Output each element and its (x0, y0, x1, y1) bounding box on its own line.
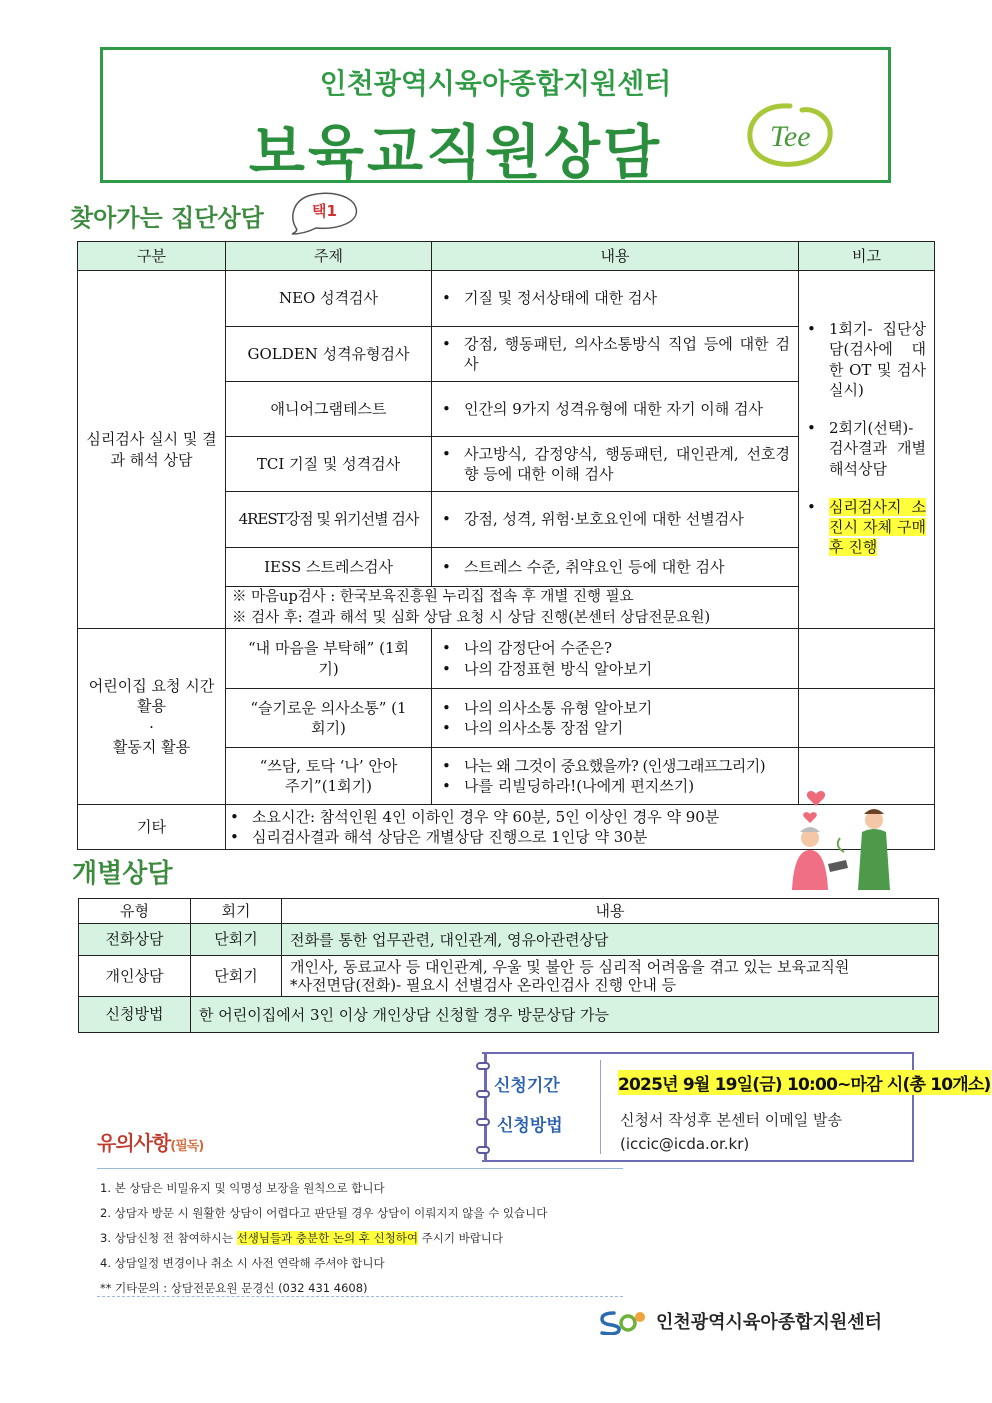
caution-divider (97, 1296, 623, 1297)
header-remark: 비고 (799, 242, 935, 271)
content-item: • 사고방식, 감정양식, 행동패턴, 대인관계, 선호경향 등에 대한 이해 검사 (442, 444, 790, 485)
center-logo-icon (598, 1307, 648, 1335)
content-item: • 나는 왜 그것이 중요했을까? (인생그래프그리기) (442, 756, 796, 776)
apply-label-cell: 신청방법 (79, 997, 191, 1033)
table-row (79, 924, 939, 956)
remark-cell (799, 271, 935, 629)
table-row (78, 629, 935, 689)
caution-divider (97, 1168, 623, 1169)
content-item: • 인간의 9가지 성격유형에 대한 자기 이해 검사 (442, 399, 790, 419)
apply-content-cell: 한 어린이집에서 3인 이상 개인상담 신청할 경우 방문상담 가능 (191, 997, 939, 1033)
topic-cell: “내 마음을 부탁해” (1회기) (226, 629, 432, 689)
apply-email: (iccic@icda.or.kr) (620, 1135, 750, 1153)
speech-bubble-icon (286, 188, 360, 236)
caution-item-highlight: 선생님들과 충분한 논의 후 신청하여 (236, 1231, 418, 1245)
header-box (100, 47, 891, 186)
topic-cell: IESS 스트레스검사 (226, 548, 432, 587)
apply-period-value: 2025년 9월 19일(금) 10:00~마감 시(총 10개소) (618, 1070, 991, 1095)
tee-logo-icon (744, 100, 836, 170)
content-item: • 기질 및 정서상태에 대한 검사 (442, 288, 790, 308)
activity-category-line: 어린이집 요청 시간 활용 (88, 677, 215, 716)
indiv-counseling-table (78, 898, 939, 1033)
remark-highlight-text: 심리검사지 소진시 자체 구매후 진행 (829, 497, 926, 557)
caution-item-text: 3. 상담신청 전 참여하시는 (100, 1231, 237, 1245)
group-section-title: 찾아가는 집단상담 (70, 204, 264, 232)
table-header-row (78, 242, 935, 271)
content-item: • 나의 감정단어 수준은? (442, 638, 790, 658)
session-cell: 단회기 (191, 956, 282, 997)
content-cell (432, 437, 799, 492)
remark-item-highlight (807, 497, 926, 558)
topic-cell: “슬기로운 의사소통” (1회기) (226, 689, 432, 748)
remark-list (799, 319, 934, 558)
header-content: 내용 (432, 242, 799, 271)
content-cell (432, 629, 799, 689)
topic-cell: “쓰담, 토닥 ‘나’ 안아주기”(1회기) (226, 748, 432, 805)
footer (598, 1306, 882, 1336)
content-item: • 심리검사결과 해석 상담은 개별상담 진행으로 1인당 약 30분 (230, 827, 926, 847)
remark-item: • 1회기- 집단상담(검사에 대한 OT 및 검사 실시) (807, 319, 926, 400)
content-cell: 전화를 통한 업무관련, 대인관계, 영유아관련상담 (282, 924, 939, 956)
tee-logo-text: Tee (770, 120, 811, 153)
content-line: *사전면담(전화)- 필요시 선별검사 온라인검사 진행 안내 등 (290, 976, 677, 994)
activity-category (78, 629, 226, 805)
content-line: 개인사, 동료교사 등 대인관계, 우울 및 불안 등 심리적 어려움을 겪고 있는 보육교직원 (290, 958, 850, 976)
activity-category-dot: · (149, 717, 154, 736)
remark-empty (799, 689, 935, 748)
binder-ring-icon (476, 1118, 490, 1126)
type-cell: 전화상담 (79, 924, 191, 956)
topic-cell: GOLDEN 성격유형검사 (226, 327, 432, 382)
content-item: • 나의 의사소통 장점 알기 (442, 718, 790, 738)
content-item: • 나의 의사소통 유형 알아보기 (442, 698, 790, 718)
note-line: ※ 검사 후: 결과 해석 및 심화 상담 요청 시 상담 진행(본센터 상담전문요원) (232, 609, 711, 626)
caution-list (100, 1176, 547, 1301)
content-item: • 나의 감정표현 방식 알아보기 (442, 659, 790, 679)
group-counseling-table (77, 241, 935, 850)
counseling-illustration-icon (778, 780, 908, 898)
content-item: • 소요시간: 참석인원 4인 이하인 경우 약 60분, 5인 이상인 경우 약 90분 (230, 807, 926, 827)
topic-cell: NEO 성격검사 (226, 271, 432, 327)
remark-item: • 2회기(선택)- 검사결과 개별 해석상담 (807, 418, 926, 479)
caution-item-text: 주시기 바랍니다 (417, 1231, 504, 1245)
binder-ring-icon (476, 1062, 490, 1070)
content-item: • 스트레스 수준, 취약요인 등에 대한 검사 (442, 557, 790, 577)
apply-divider (600, 1060, 601, 1154)
content-cell (432, 748, 799, 805)
header-topic: 주제 (226, 242, 432, 271)
content-item: • 나를 리빌딩하라!(나에게 편지쓰기) (442, 776, 796, 796)
apply-period-label: 신청기간 (494, 1076, 560, 1096)
content-cell (432, 382, 799, 437)
binder-ring-icon (476, 1146, 490, 1154)
header-type: 유형 (79, 899, 191, 924)
content-cell (432, 492, 799, 548)
caution-item (100, 1226, 547, 1251)
table-row (78, 271, 935, 327)
note-line: ※ 마음up검사 : 한국보육진흥원 누리집 접속 후 개별 진행 필요 (232, 589, 634, 606)
table-header-row (79, 899, 939, 924)
apply-method-label: 신청방법 (497, 1116, 563, 1136)
caution-title-text: 유의사항 (97, 1131, 171, 1155)
activity-category-line: 활동지 활용 (112, 737, 191, 756)
caution-item: 4. 상담일정 변경이나 취소 시 사전 연락해 주셔야 합니다 (100, 1256, 385, 1270)
badge-text: 택1 (312, 202, 337, 220)
topic-cell: 4REST강점 및 위기선별 검사 (226, 492, 432, 548)
remark-empty (799, 629, 935, 689)
table-row (79, 956, 939, 997)
header-session: 회기 (191, 899, 282, 924)
content-cell (432, 271, 799, 327)
binder-ring-icon (476, 1090, 490, 1098)
caution-title (97, 1127, 203, 1156)
caution-title-sub: (필독) (170, 1139, 204, 1154)
caution-contact: ** 기타문의 : 상담전문요원 문경신 (032 431 4608) (100, 1281, 368, 1295)
etc-category: 기타 (78, 805, 226, 850)
content-item: • 강점, 행동패턴, 의사소통방식 직업 등에 대한 검사 (442, 334, 790, 375)
header-content: 내용 (282, 899, 939, 924)
session-cell: 단회기 (191, 924, 282, 956)
apply-method-line: 신청서 작성후 본센터 이메일 발송 (620, 1111, 842, 1129)
header-org: 인천광역시육아종합지원센터 (319, 67, 672, 100)
caution-item: 2. 상담자 방문 시 원활한 상담이 어렵다고 판단될 경우 상담이 이뤄지지 않을 수 있습니다 (100, 1206, 548, 1220)
footer-org: 인천광역시육아종합지원센터 (656, 1312, 883, 1333)
content-cell (432, 689, 799, 748)
header-category: 구분 (78, 242, 226, 271)
indiv-section-title: 개별상담 (72, 859, 173, 889)
content-item: • 강점, 성격, 위험·보호요인에 대한 선별검사 (442, 509, 790, 529)
apply-method-value (620, 1108, 842, 1156)
content-cell (432, 327, 799, 382)
topic-cell: TCI 기질 및 성격검사 (226, 437, 432, 492)
page-title: 보육교직원상담 (248, 118, 663, 186)
content-cell (432, 548, 799, 587)
caution-item: 1. 본 상담은 비밀유지 및 익명성 보장을 원칙으로 합니다 (100, 1181, 385, 1195)
topic-cell: 애니어그램테스트 (226, 382, 432, 437)
psych-category: 심리검사 실시 및 결과 해석 상담 (78, 271, 226, 629)
notes-cell (226, 587, 799, 629)
type-cell: 개인상담 (79, 956, 191, 997)
table-row (79, 997, 939, 1033)
content-cell (282, 956, 939, 997)
